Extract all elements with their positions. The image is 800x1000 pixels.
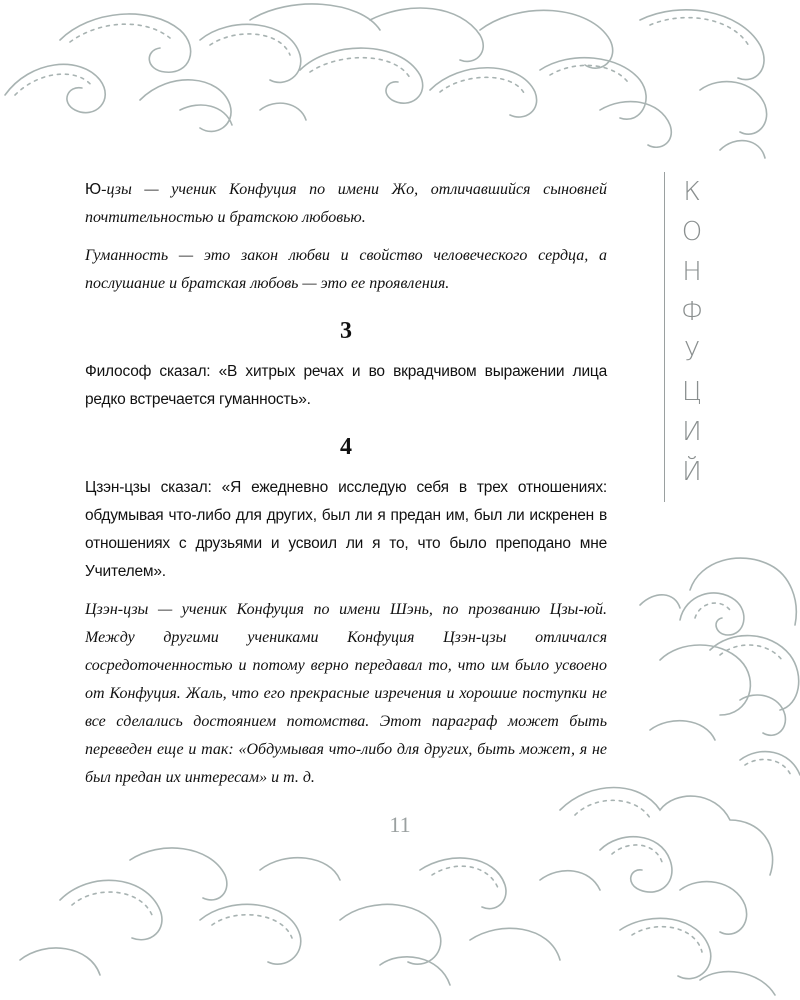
running-title-letter: О	[681, 217, 703, 247]
commentary-prefix: Ю	[85, 181, 102, 198]
top-ornament	[0, 0, 800, 170]
running-title-letter: У	[684, 337, 700, 367]
commentary-body: -цзы — ученик Конфуция по имени Жо, отличавшийся сыновней почтительностью и братскою любовью.	[85, 181, 607, 226]
commentary-tseng-tzu: Цзэн-цзы — ученик Конфуция по имени Шэнь, по прозванию Цзы-юй. Между другими учениками Конфуция Цзэн-цзы отличался сосредоточенностью и потому верно передавал то, что им было усвоено от Конфуция. Жаль, что его прекрасные изречения и хорошие поступки не все сделались достоянием потомства. Этот параграф может быть переведен еще и так: «Обдумывая что-либо для других, быть может, я не был предан их интересам» и т. д.	[85, 601, 607, 786]
page-number: 11	[389, 812, 411, 837]
running-title-letter: Ф	[680, 297, 704, 327]
commentary-humanity: Гуманность — это закон любви и свойство человеческого сердца, а послушание и братская любовь — это ее проявления.	[85, 247, 607, 292]
section-number-3: 3	[340, 318, 352, 344]
running-title-letter: Й	[682, 457, 702, 487]
running-title-letter: Ц	[681, 377, 703, 407]
commentary-yu-tzu	[85, 176, 607, 232]
saying-4: Цзэн-цзы сказал: «Я ежедневно исследую себя в трех отношениях: обдумывая что-либо для других, был ли я предан им, был ли искренен в отношениях с друзьями и усвоил ли я то, что было преподано мне Учителем».	[85, 479, 607, 580]
main-text	[85, 176, 607, 802]
saying-3: Философ сказал: «В хитрых речах и во вкрадчивом выражении лица редко встречается гуманность».	[85, 363, 607, 408]
running-title-letter: Н	[682, 257, 702, 287]
side-ornament	[620, 530, 800, 830]
section-number-4: 4	[340, 434, 352, 460]
running-title-letter: И	[682, 417, 702, 447]
running-title	[672, 172, 712, 492]
side-divider	[664, 172, 665, 502]
running-title-letter: К	[683, 177, 701, 207]
